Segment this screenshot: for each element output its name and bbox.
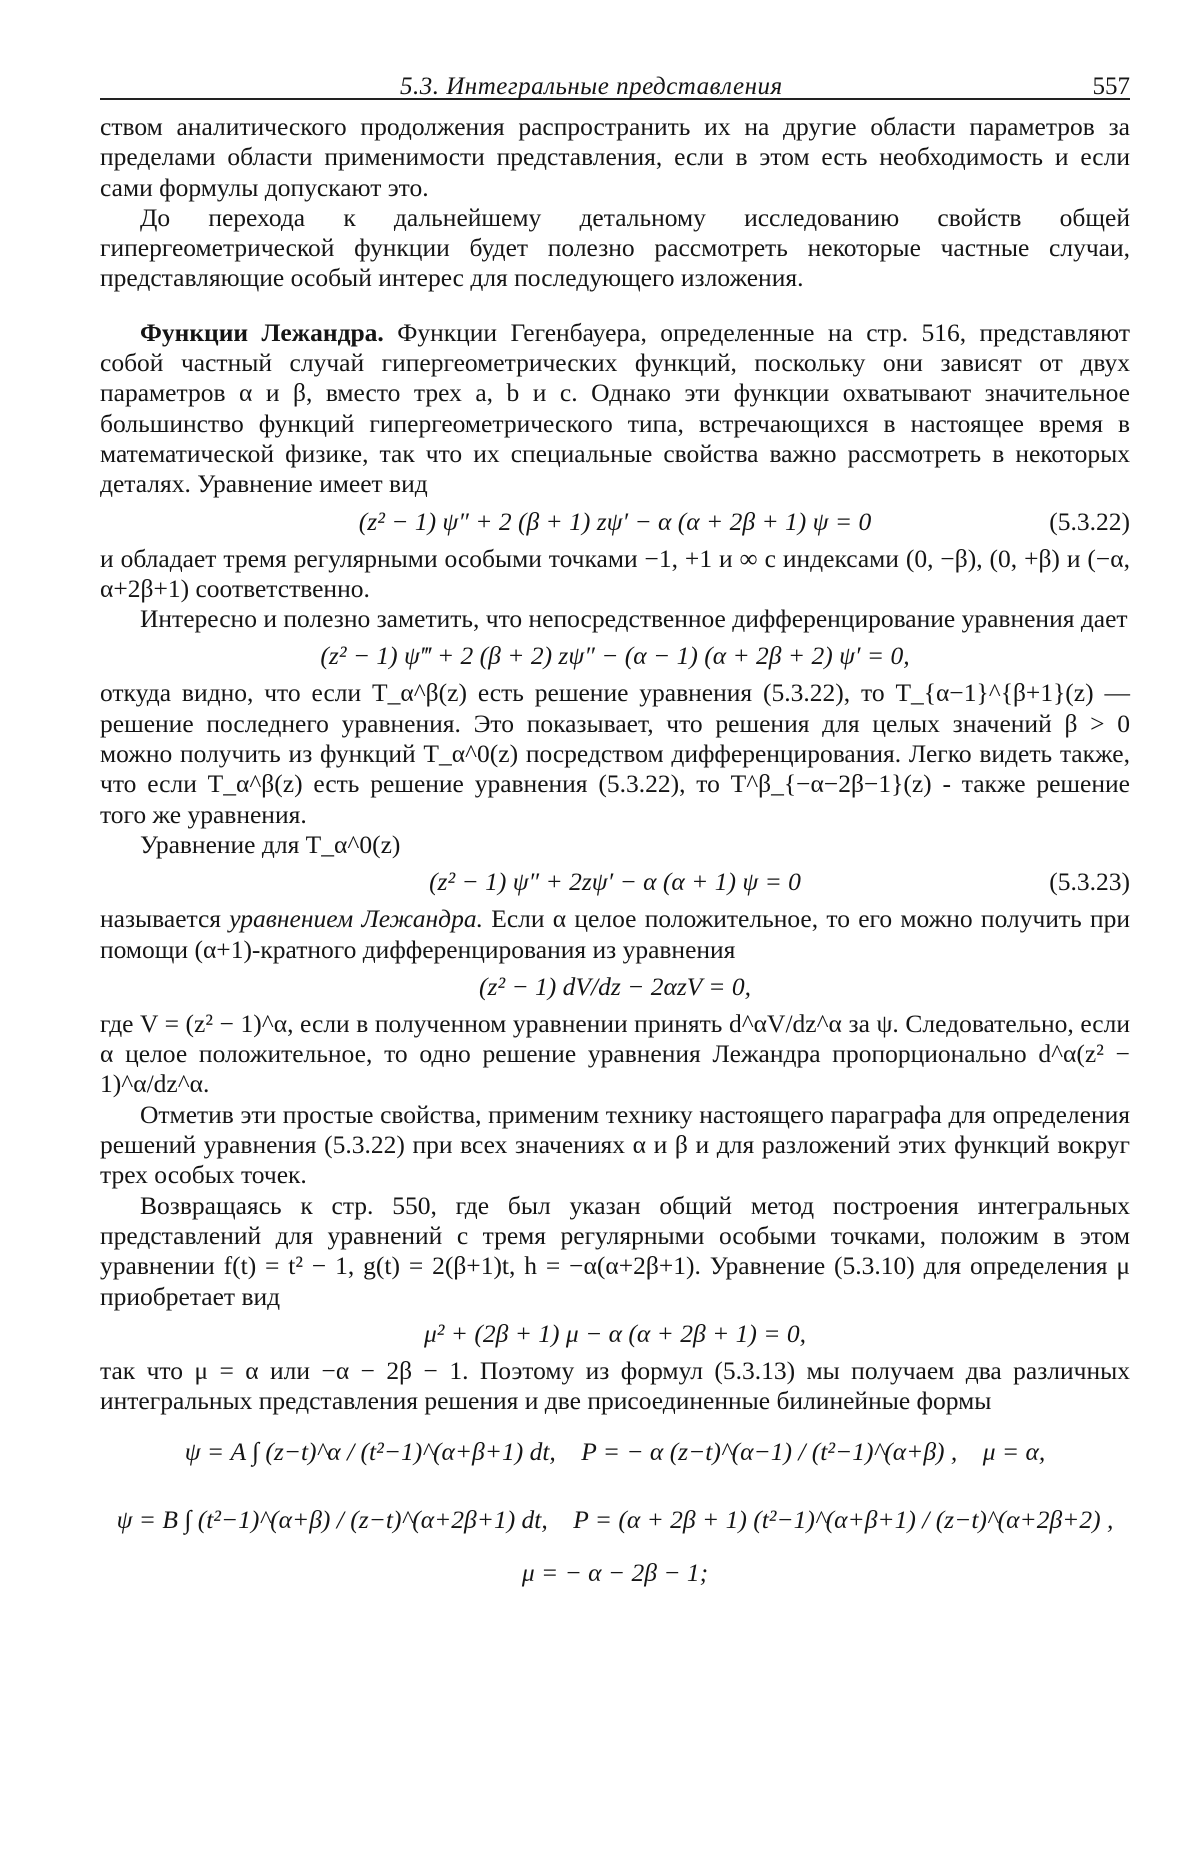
page-header bbox=[100, 62, 1130, 100]
equation-5-3-22 bbox=[100, 504, 1130, 540]
equation-5-3-23 bbox=[100, 864, 1130, 900]
paragraph-continuation: ством аналитического продолжения распространить их на другие области параметров за пределами области применимости представления, если в этом есть необходимость и если сами формулы допускают это. bbox=[100, 112, 1130, 202]
equation-mu bbox=[100, 1316, 1130, 1352]
equation-mu-value: μ = − α − 2β − 1; bbox=[521, 1558, 709, 1588]
term-legendre-equation: уравнением Лежандра. bbox=[229, 904, 483, 934]
equation-body: μ² + (2β + 1) μ − α (α + 2β + 1) = 0, bbox=[423, 1318, 806, 1348]
paragraph-singular-points: и обладает тремя регулярными особыми точками −1, +1 и ∞ с индексами (0, −β), (0, +β) и (−α, α+2β+1) соответственно. bbox=[100, 543, 1130, 603]
paragraph-proportional: где V = (z² − 1)^α, если в полученном уравнении принять d^αV/dz^α за ψ. Следовательно, если α целое положительное, то одно решение уравнения Лежандра пропорционально d^α(z² − 1)^α/dz^α. bbox=[100, 1008, 1130, 1099]
paragraph-legendre-text: Функции Гегенбауера, определенные на стр. 516, представляют собой частный случай гипергеометрических функций, поскольку они зависят от двух параметров α и β, вместо трех a, b и c. Однако эти функции охватывают значительное большинство функций гипергеометрического типа, встречающихся в настоящее время в математической физике, так что их специальные свойства важно рассмотреть в некоторых деталях. Уравнение имеет вид bbox=[100, 317, 1130, 499]
running-title: 5.3. Интегральные представления bbox=[400, 73, 783, 100]
paragraph-differentiation: Интересно и полезно заметить, что непосредственное дифференцирование уравнения дает bbox=[140, 604, 1128, 634]
text-fragment: Если α целое положительное, то его можно получить при помощи (α+1)-кратного дифференцирования из уравнения bbox=[100, 904, 1131, 964]
paragraph-equation-for-t: Уравнение для T_α^0(z) bbox=[140, 829, 401, 859]
equation-body: (z² − 1) ψ″ + 2 (β + 1) zψ′ − α (α + 2β + 1) ψ = 0 bbox=[358, 506, 872, 536]
equation-number: (5.3.23) bbox=[1049, 867, 1130, 897]
page-number: 557 bbox=[1092, 73, 1130, 100]
paragraph-technique: Отметив эти простые свойства, применим технику настоящего параграфа для определения решений уравнения (5.3.22) при всех значениях α и β и для разложений этих функций вокруг трех особых точек. bbox=[100, 1099, 1130, 1190]
equation-body: (z² − 1) ψ″ + 2zψ′ − α (α + 1) ψ = 0 bbox=[429, 867, 801, 897]
section-run-in-heading: Функции Лежандра. bbox=[140, 317, 384, 347]
paragraph-solutions: откуда видно, что если T_α^β(z) есть решение уравнения (5.3.22), то T_{α−1}^{β+1}(z) — решение последнего уравнения. Это показывает, что решения для целых значений β > 0 можно получить из функций T_α^0(z) посредством дифференцирования. Легко видеть также, что если T_α^β(z) есть решение уравнения (5.3.22), то T^β_{−α−2β−1}(z) - также решение того же уравнения. bbox=[100, 678, 1130, 829]
equation-body: (z² − 1) ψ‴ + 2 (β + 2) zψ″ − (α − 1) (α + 2β + 2) ψ′ = 0, bbox=[320, 641, 910, 671]
paragraph-transition: До перехода к дальнейшему детальному исследованию свойств общей гипергеометрической функции будет полезно рассмотреть некоторые частные случаи, представляющие особый интерес для последующего изложения. bbox=[100, 202, 1130, 293]
paragraph-two-representations: так что μ = α или −α − 2β − 1. Поэтому из формул (5.3.13) мы получаем два различных интегральных представления решения и две присоединенные билинейные формы bbox=[100, 1355, 1130, 1416]
equation-integral-b: ψ = B ∫ (t²−1)^(α+β) / (z−t)^(α+2β+1) dt, P = (α + 2β + 1) (t²−1)^(α+β+1) / (z−t)^(α+2β+2) , bbox=[116, 1505, 1114, 1535]
equation-v bbox=[100, 969, 1130, 1005]
equation-body: (z² − 1) dV/dz − 2αzV = 0, bbox=[479, 971, 751, 1001]
text-fragment: называется bbox=[100, 904, 230, 934]
paragraph-legendre-equation bbox=[100, 904, 1130, 965]
paragraph-legendre-intro bbox=[100, 318, 1130, 500]
equation-integral-a: ψ = A ∫ (z−t)^α / (t²−1)^(α+β+1) dt, P = − α (z−t)^(α−1) / (t²−1)^(α+β) , μ = α, bbox=[184, 1437, 1046, 1467]
equation-number: (5.3.22) bbox=[1049, 506, 1130, 536]
paragraph-returning: Возвращаясь к стр. 550, где был указан общий метод построения интегральных представлений для уравнений с тремя регулярными особыми точками, положим в этом уравнении f(t) = t² − 1, g(t) = 2(β+1)t, h = −α(α+2β+1). Уравнение (5.3.10) для определения μ приобретает вид bbox=[100, 1190, 1130, 1311]
equation-differentiated bbox=[100, 638, 1130, 674]
book-page bbox=[100, 62, 1130, 1594]
